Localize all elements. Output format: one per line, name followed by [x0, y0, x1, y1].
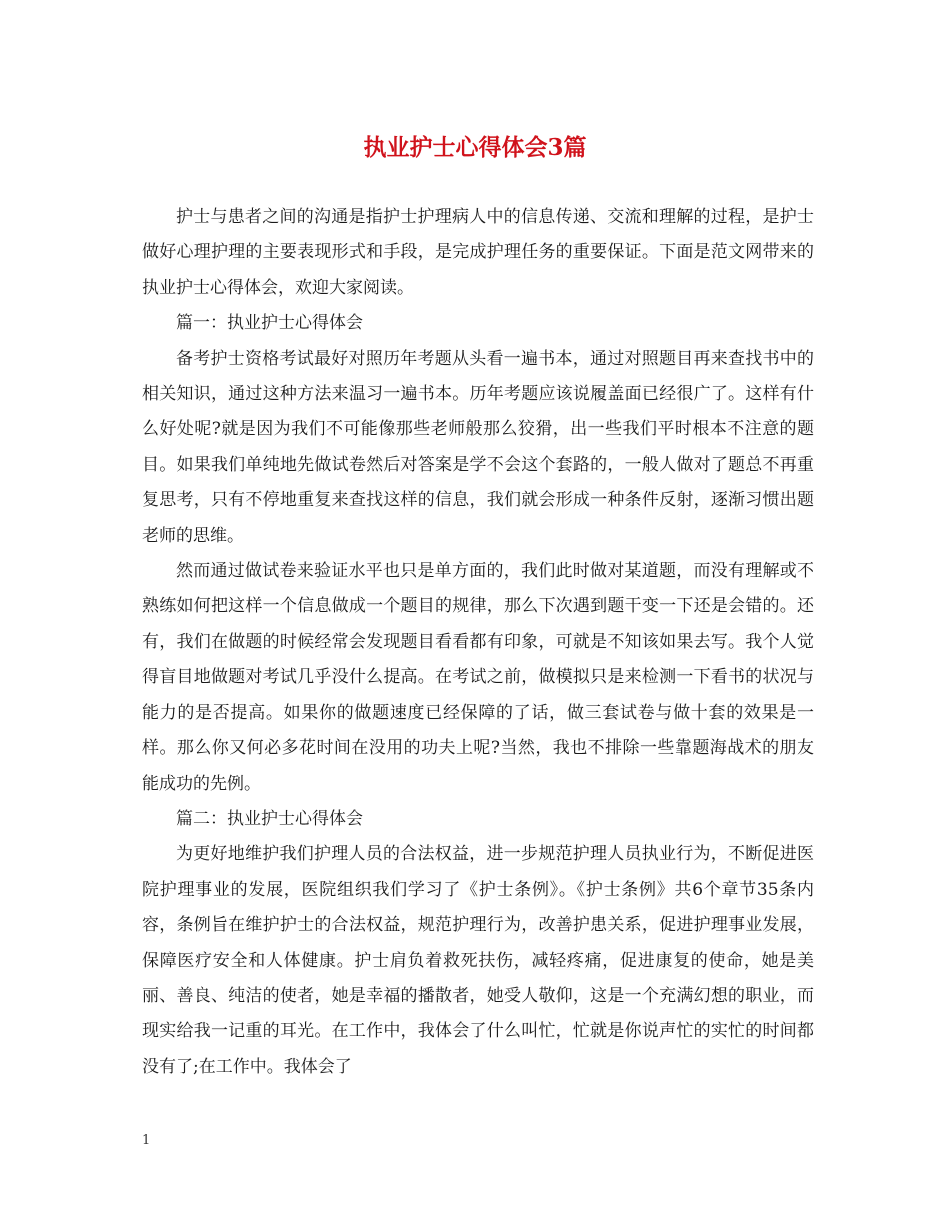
section-2-paragraph-1: 为更好地维护我们护理人员的合法权益，进一步规范护理人员执业行为，不断促进医院护理事业的发展，医院组织我们学习了《护士条例》。《护士条例》共6个章节35条内容，条例旨在维护护士的合法权益，规范护理行为，改善护患关系，促进护理事业发展，保障医疗安全和人体健康。护士肩负着救死扶伤，减轻疼痛，促进康复的使命，她是美丽、善良、纯洁的使者，她是幸福的播散者，她受人敬仰，这是一个充满幻想的职业，而现实给我一记重的耳光。在工作中，我体会了什么叫忙，忙就是你说声忙的实忙的时间都没有了;在工作中。我体会了 [142, 844, 814, 1077]
intro-paragraph: 护士与患者之间的沟通是指护士护理病人中的信息传递、交流和理解的过程，是护士做好心理护理的主要表现形式和手段，是完成护理任务的重要保证。下面是范文网带来的执业护士心得体会，欢迎大家阅读。 [142, 207, 814, 298]
section-heading-2: 篇二：执业护士心得体会 [176, 808, 363, 829]
page-number: 1 [142, 1133, 151, 1148]
document-body [142, 200, 814, 1085]
document-title: 执业护士心得体会3篇 [363, 134, 587, 161]
section-1-paragraph-1: 备考护士资格考试最好对照历年考题从头看一遍书本，通过对照题目再来查找书中的相关知识，通过这种方法来温习一遍书本。历年考题应该说履盖面已经很广了。这样有什么好处呢?就是因为我们不可能像那些老师般那么狡猾，出一些我们平时根本不注意的题目。如果我们单纯地先做试卷然后对答案是学不会这个套路的，一般人做对了题总不再重复思考，只有不停地重复来查找这样的信息，我们就会形成一种条件反射，逐渐习惯出题老师的思维。 [142, 348, 814, 546]
section-1-paragraph-2: 然而通过做试卷来验证水平也只是单方面的，我们此时做对某道题，而没有理解或不熟练如何把这样一个信息做成一个题目的规律，那么下次遇到题干变一下还是会错的。还有，我们在做题的时候经常会发现题目看看都有印象，可就是不知该如果去写。我个人觉得盲目地做题对考试几乎没什么提高。在考试之前，做模拟只是来检测一下看书的状况与能力的是否提高。如果你的做题速度已经保障的了话，做三套试卷与做十套的效果是一样。那么你又何必多花时间在没用的功夫上呢?当然，我也不排除一些靠题海战术的朋友能成功的先例。 [142, 561, 814, 794]
section-heading-1: 篇一：执业护士心得体会 [176, 313, 363, 334]
